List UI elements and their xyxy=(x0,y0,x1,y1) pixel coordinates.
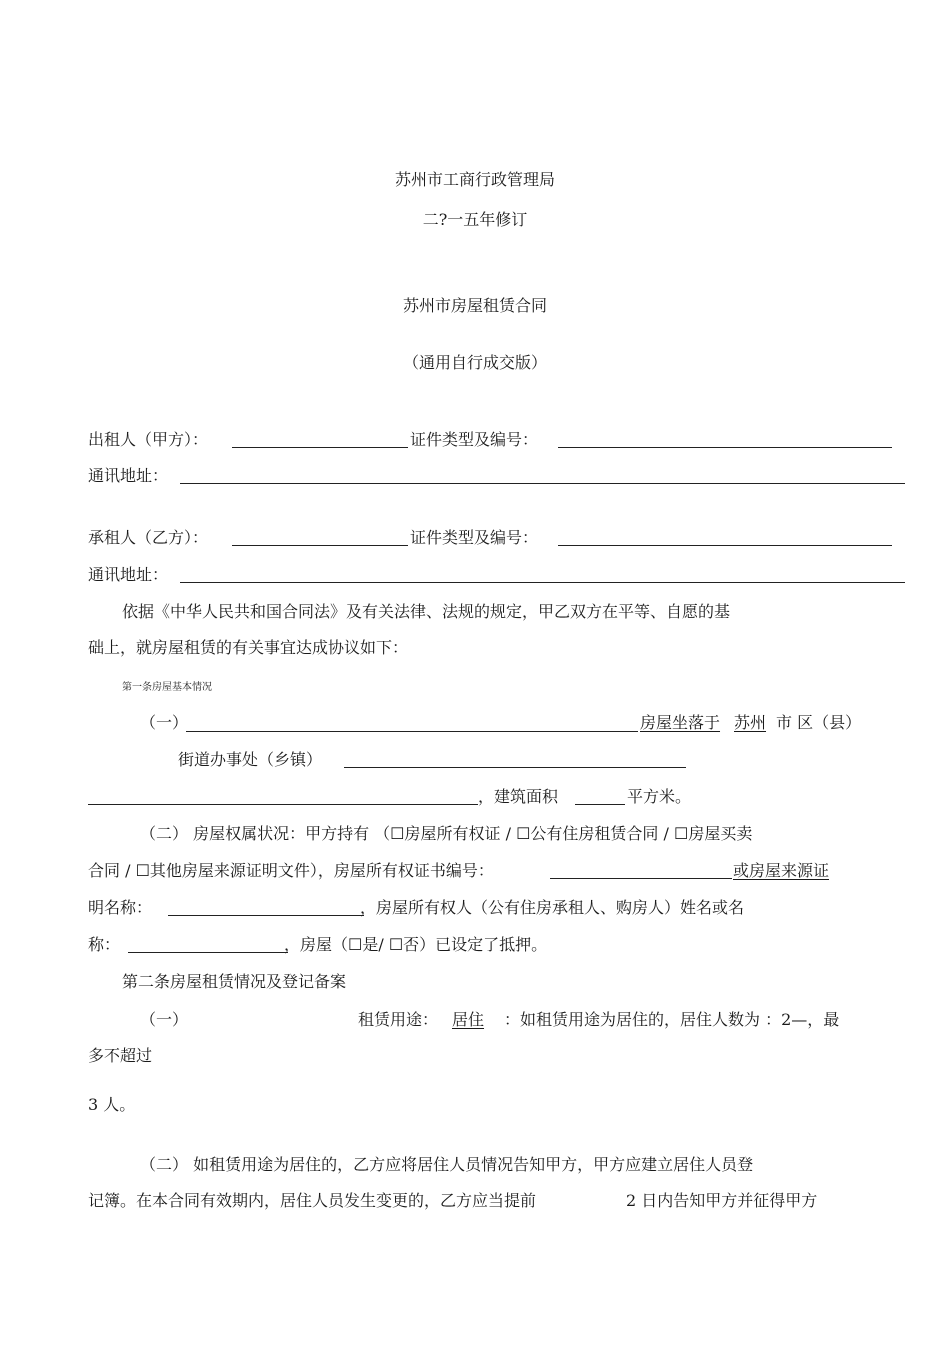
property-street-blank xyxy=(344,767,686,768)
occupant-max-value: 3 人。 xyxy=(88,1095,136,1114)
article2-item1-number: （一） xyxy=(140,1010,189,1029)
property-street-label: 街道办事处（乡镇） xyxy=(178,750,323,769)
lessor-label: 出租人（甲方）： xyxy=(88,430,209,449)
lessee-label: 承租人（乙方）： xyxy=(88,528,209,547)
occupant-max-line: 多不超过 xyxy=(88,1046,153,1065)
registration-line-2-end: 2 日内告知甲方并征得甲方 xyxy=(626,1191,818,1210)
article1-heading: 第一条房屋基本情况 xyxy=(122,682,212,693)
registration-line-2: 记簿。在本合同有效期内，居住人员发生变更的，乙方应当提前 xyxy=(88,1191,537,1210)
registration-line-1: （二） 如租赁用途为居住的，乙方应将居住人员情况告知甲方，甲方应建立居住人员登 xyxy=(140,1155,754,1174)
property-address-blank xyxy=(186,731,638,732)
article2-heading: 第二条房屋租赁情况及登记备案 xyxy=(122,972,347,991)
lessor-address-blank xyxy=(180,483,905,484)
ownership-line-3: 明名称： xyxy=(88,898,153,917)
ownership-line-1: （二） 房屋权属状况：甲方持有 （☐房屋所有权证 / ☐公有住房租赁合同 / ☐房屋买卖 xyxy=(140,824,753,843)
property-area-blank xyxy=(575,804,625,805)
property-city: 苏州 xyxy=(734,713,767,732)
lease-purpose-label: 租赁用途： xyxy=(358,1010,439,1029)
ownership-line-2: 合同 / ☐其他房屋来源证明文件），房屋所有权证书编号： xyxy=(88,861,494,880)
contract-title: 苏州市房屋租赁合同 xyxy=(402,296,547,315)
lessee-address-blank xyxy=(180,582,905,583)
property-district-label: 市 区（县） xyxy=(776,713,862,732)
revision-line: 二?一五年修订 xyxy=(422,210,528,229)
property-area-unit: 平方米。 xyxy=(627,787,692,806)
property-area-label: ，建筑面积 xyxy=(478,787,559,806)
ownership-line-2-end: 或房屋来源证 xyxy=(733,861,830,880)
issuer-line: 苏州市工商行政管理局 xyxy=(394,170,555,189)
document-name-blank xyxy=(168,915,364,916)
preamble-line-2: 础上，就房屋租赁的有关事宜达成协议如下： xyxy=(88,638,409,657)
lessee-id-blank xyxy=(558,545,892,546)
contract-subtitle: （通用自行成交版） xyxy=(402,353,547,372)
ownership-line-3-end: ，房屋所有权人（公有住房承租人、购房人）姓名或名 xyxy=(360,898,745,917)
lessor-name-blank xyxy=(232,447,408,448)
certificate-number-blank xyxy=(550,878,732,879)
property-location-label: 房屋坐落于 xyxy=(640,713,721,732)
ownership-line-4: 称： xyxy=(88,935,121,954)
lessor-id-blank xyxy=(558,447,892,448)
lessee-id-label: 证件类型及编号： xyxy=(410,528,539,547)
lessor-address-label: 通讯地址： xyxy=(88,466,169,485)
article1-item1-number: （一） xyxy=(140,713,189,732)
property-detail-blank xyxy=(88,804,478,805)
mortgage-line: ，房屋（☐是/ ☐否）已设定了抵押。 xyxy=(284,935,548,954)
lessor-id-label: 证件类型及编号： xyxy=(410,430,539,449)
lessee-name-blank xyxy=(232,545,408,546)
lessee-address-label: 通讯地址： xyxy=(88,565,169,584)
occupant-count-line: ：如租赁用途为居住的，居住人数为 ：2—，最 xyxy=(504,1010,840,1029)
preamble-line-1: 依据《中华人民共和国合同法》及有关法律、法规的规定，甲乙双方在平等、自愿的基 xyxy=(122,602,731,621)
owner-name-blank xyxy=(128,952,288,953)
lease-purpose-value: 居住 xyxy=(452,1010,485,1029)
